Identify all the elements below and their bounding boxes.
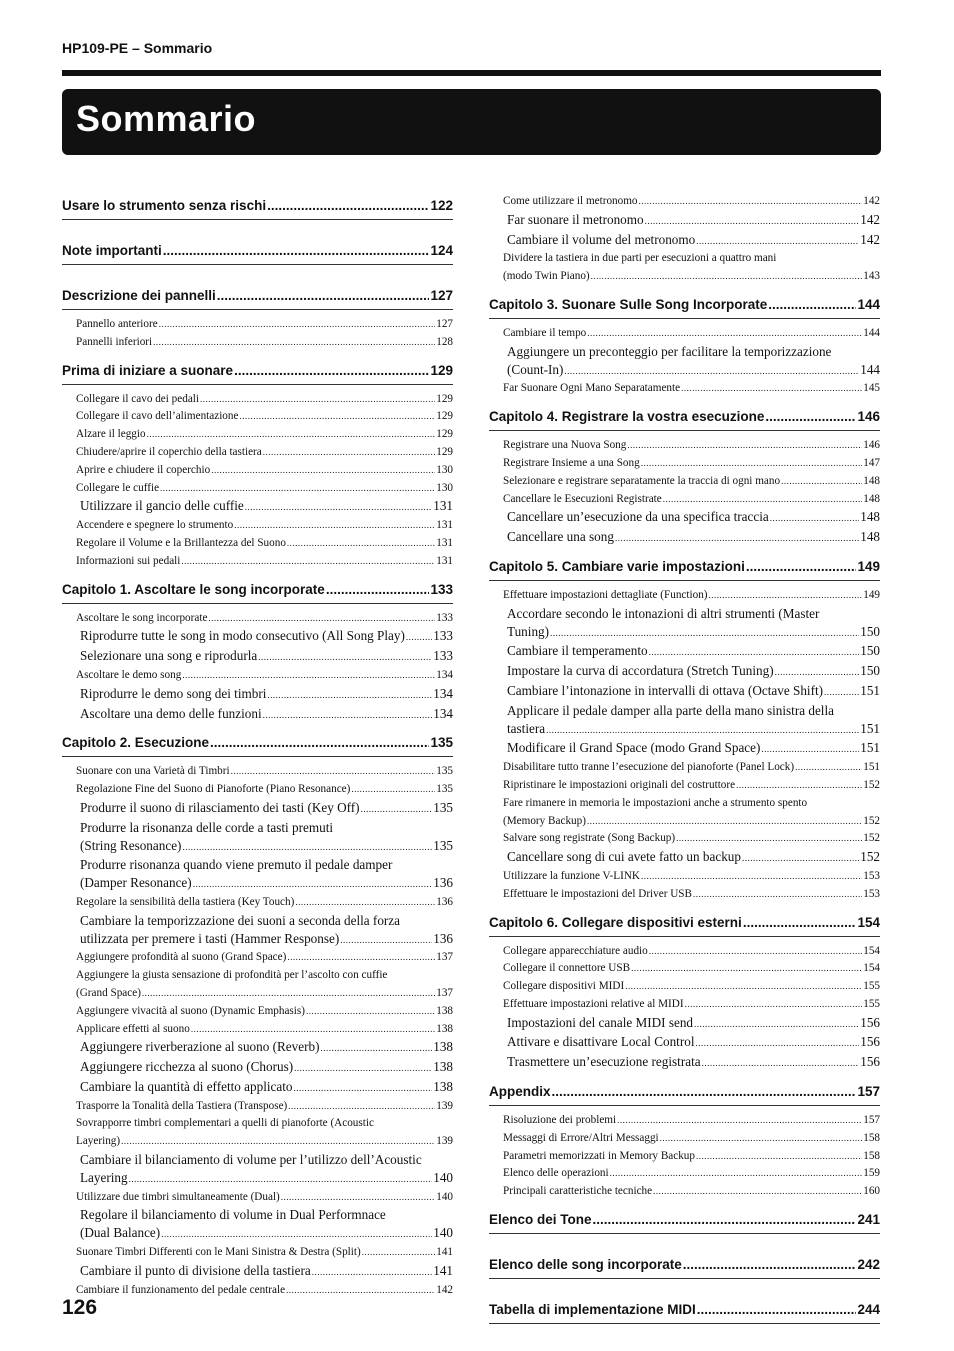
toc-entry[interactable]: Suonare Timbri Differenti con le Mani Sinistra & Destra (Split) ..... 141 [62,1244,453,1262]
toc-entry[interactable]: Applicare effetti al suono ..... 138 [62,1021,453,1039]
section-page: 124 [430,243,453,258]
toc-entry[interactable]: Regolare il Volume e la Brillantezza del Suono ..... 131 [62,535,453,553]
header-rule [62,70,881,76]
toc-entry[interactable]: Parametri memorizzati in Memory Backup ..... 158 [489,1148,880,1166]
toc-section-entry[interactable] [489,1252,880,1279]
toc-subentry-line[interactable]: Cambiare la temporizzazione dei suoni a seconda della forza [80,912,401,928]
toc-entry[interactable]: Regolare la sensibilità della tastiera (Key Touch) ..... 136 [62,894,453,912]
section-page: 129 [430,362,453,378]
toc-section-entry[interactable] [62,283,453,310]
toc-entry[interactable]: Aggiungere vivacità al suono (Dynamic Emphasis) ..... 138 [62,1003,453,1021]
toc-entry[interactable]: Collegare le cuffie ..... 130 [62,480,453,498]
toc-subentry[interactable]: Utilizzare il gancio delle cuffie ..... 131 [62,497,453,517]
toc-entry[interactable]: Collegare il cavo dell’alimentazione ..... 129 [62,408,453,426]
section-page: 146 [857,409,880,425]
section-page: 122 [430,198,453,213]
toc-section-entry[interactable] [489,910,880,937]
toc-subentry-line[interactable]: Accordare secondo le intonazioni di altri strumenti (Master [507,605,820,621]
section-page: 154 [857,914,880,930]
toc-subentry[interactable]: Far suonare il metronomo ..... 142 [489,211,880,231]
toc-section-entry[interactable] [62,358,453,385]
title-banner [62,89,881,155]
section-title: Elenco delle song incorporate [489,1257,682,1273]
toc-subentry[interactable]: Modificare il Grand Space (modo Grand Space) ..... 151 [489,739,880,759]
toc-section-entry[interactable] [62,193,453,220]
section-title: Tabella di implementazione MIDI [489,1302,696,1318]
toc-subentry[interactable]: Produrre il suono di rilasciamento dei tasti (Key Off) ..... 135 [62,799,453,819]
toc-subentry[interactable]: Attivare e disattivare Local Control ..... 156 [489,1033,880,1053]
toc-subentry-line[interactable]: Produrre risonanza quando viene premuto il pedale damper [80,857,393,873]
section-title: Usare lo strumento senza rischi [62,198,267,213]
toc-section-entry[interactable] [489,554,880,581]
toc-entry[interactable]: Selezionare e registrare separatamente la traccia di ogni mano ..... 148 [489,473,880,491]
section-title: Capitolo 4. Registrare la vostra esecuzione [489,409,765,425]
toc-entry[interactable]: Aprire e chiudere il coperchio ..... 130 [62,462,453,480]
toc-entry[interactable]: Collegare apparecchiature audio ..... 154 [489,943,880,961]
toc-subentry[interactable]: Cambiare il punto di divisione della tastiera ..... 141 [62,1262,453,1282]
section-page: 127 [430,288,453,303]
toc-entry[interactable]: Cambiare il funzionamento del pedale centrale ..... 142 [62,1282,453,1300]
toc-entry[interactable]: Suonare con una Varietà di Timbri ..... 135 [62,763,453,781]
toc-entry[interactable]: Disabilitare tutto tranne l’esecuzione del pianoforte (Panel Lock) ..... 151 [489,759,880,777]
toc-subentry[interactable]: Aggiungere ricchezza al suono (Chorus) ..... 138 [62,1058,453,1078]
toc-entry[interactable]: Utilizzare la funzione V-LINK ..... 153 [489,868,880,886]
toc-entry[interactable]: Regolazione Fine del Suono di Pianoforte (Piano Resonance) ..... 135 [62,781,453,799]
toc-subentry[interactable]: Impostazioni del canale MIDI send ..... 156 [489,1014,880,1034]
toc-entry[interactable]: Collegare il connettore USB ..... 154 [489,960,880,978]
toc-subentry[interactable]: Cambiare l’intonazione in intervalli di ottava (Octave Shift) ..... 151 [489,682,880,702]
toc-entry[interactable]: Pannello anteriore ..... 127 [62,316,453,334]
toc-entry[interactable]: Layering) ..... 139 [62,1133,453,1151]
toc-subentry[interactable]: Cancellare song di cui avete fatto un backup ..... 152 [489,848,880,868]
toc-entry[interactable]: Salvare song registrate (Song Backup) ..... 152 [489,830,880,848]
toc-entry[interactable]: (modo Twin Piano) ..... 143 [489,268,880,286]
toc-section-entry[interactable] [489,1207,880,1234]
toc-subentry[interactable]: (String Resonance) ..... 135 [62,837,453,857]
running-header: HP109-PE – Sommario [62,40,213,56]
toc-entry[interactable]: Far Suonare Ogni Mano Separatamente ..... 145 [489,380,880,398]
section-page: 144 [857,296,880,312]
toc-section-entry[interactable] [489,292,880,319]
toc-entry[interactable]: Risoluzione dei problemi ..... 157 [489,1112,880,1130]
toc-section-entry[interactable] [489,1079,880,1106]
toc-entry[interactable]: Cancellare le Esecuzioni Registrate ..... 148 [489,491,880,509]
toc-entry-line[interactable]: Fare rimanere in memoria le impostazioni anche a strumento spento [503,796,808,809]
toc-subentry[interactable]: Cancellare una song ..... 148 [489,528,880,548]
toc-subentry[interactable]: (Dual Balance) ..... 140 [62,1224,453,1244]
toc-entry[interactable]: (Memory Backup) ..... 152 [489,813,880,831]
toc-entry[interactable]: Registrare una Nuova Song ..... 146 [489,437,880,455]
toc-subentry[interactable]: tastiera ..... 151 [489,720,880,740]
section-page: 157 [857,1084,880,1100]
toc-entry[interactable]: Utilizzare due timbri simultaneamente (Dual) ..... 140 [62,1189,453,1207]
toc-section-entry[interactable] [62,577,453,604]
section-title: Capitolo 6. Collegare dispositivi esterni [489,914,742,930]
section-title: Capitolo 3. Suonare Sulle Song Incorporate [489,296,768,312]
toc-subentry[interactable]: Cambiare il volume del metronomo ..... 142 [489,231,880,251]
toc-entry[interactable]: Aggiungere profondità al suono (Grand Space) ..... 137 [62,949,453,967]
section-title: Appendix [489,1084,551,1100]
toc-subentry[interactable]: Aggiungere riverberazione al suono (Reverb) ..... 138 [62,1038,453,1058]
toc-subentry[interactable]: Impostare la curva di accordatura (Stretch Tuning) ..... 150 [489,662,880,682]
section-title: Prima di iniziare a suonare [62,362,234,378]
toc-entry[interactable]: Pannelli inferiori ..... 128 [62,334,453,352]
toc-entry[interactable]: Come utilizzare il metronomo ..... 142 [489,193,880,211]
toc-section-entry[interactable] [489,404,880,431]
toc-subentry[interactable]: Trasmettere un’esecuzione registrata ..... 156 [489,1053,880,1073]
toc-subentry-line[interactable]: Produrre la risonanza delle corde a tasti premuti [80,819,334,835]
toc-entry[interactable]: Cambiare il tempo ..... 144 [489,325,880,343]
toc-section-entry[interactable] [62,238,453,265]
toc-subentry[interactable]: Tuning) ..... 150 [489,623,880,643]
section-title: Capitolo 5. Cambiare varie impostazioni [489,558,745,574]
section-title: Descrizione dei pannelli [62,288,216,303]
toc-entry[interactable]: Principali caratteristiche tecniche ..... 160 [489,1183,880,1201]
section-title: Note importanti [62,243,162,258]
section-title: Capitolo 1. Ascoltare le song incorporate [62,581,325,597]
toc-subentry[interactable]: Riprodurre tutte le song in modo consecutivo (All Song Play) ..... 133 [62,627,453,647]
toc-entry[interactable]: Collegare dispositivi MIDI ..... 155 [489,978,880,996]
toc-left-column [62,193,453,1299]
section-page: 149 [857,558,880,574]
section-title: Elenco dei Tone [489,1212,592,1228]
toc-subentry-line[interactable]: Applicare il pedale damper alla parte della mano sinistra della [507,702,834,718]
toc-entry[interactable]: Chiudere/aprire il coperchio della tastiera ..... 129 [62,444,453,462]
toc-entry[interactable]: Collegare il cavo dei pedali ..... 129 [62,391,453,409]
toc-entry[interactable]: Effettuare le impostazioni del Driver USB ..... 153 [489,886,880,904]
toc-subentry[interactable]: Cambiare il temperamento ..... 150 [489,642,880,662]
toc-section-entry[interactable] [62,730,453,757]
toc-subentry[interactable]: utilizzata per premere i tasti (Hammer Response) ..... 136 [62,930,453,950]
toc-entry[interactable]: Trasporre la Tonalità della Tastiera (Transpose) ..... 139 [62,1098,453,1116]
toc-subentry-line[interactable]: Regolare il bilanciamento di volume in Dual Performnace [80,1207,386,1223]
toc-entry[interactable]: Ascoltare le demo song ..... 134 [62,667,453,685]
page-title: Sommario [76,98,257,139]
toc-subentry[interactable]: (Damper Resonance) ..... 136 [62,874,453,894]
toc-entry-line[interactable]: Dividere la tastiera in due parti per esecuzioni a quattro mani [503,252,777,265]
toc-entry[interactable]: Alzare il leggio ..... 129 [62,426,453,444]
section-page: 133 [430,581,453,597]
toc-entry[interactable]: Ascoltare le song incorporate ..... 133 [62,610,453,628]
section-page: 241 [857,1212,880,1228]
toc-section-entry[interactable] [489,1297,880,1324]
toc-subentry[interactable]: Layering ..... 140 [62,1169,453,1189]
section-page: 242 [857,1257,880,1273]
toc-subentry[interactable]: (Count-In) ..... 144 [489,361,880,381]
toc-subentry[interactable]: Ascoltare una demo delle funzioni ..... 134 [62,705,453,725]
section-page: 244 [857,1302,880,1318]
toc-entry[interactable]: Accendere e spegnere lo strumento ..... 131 [62,517,453,535]
toc-subentry[interactable]: Riprodurre le demo song dei timbri ..... 134 [62,685,453,705]
toc-subentry-line[interactable]: Aggiungere un preconteggio per facilitare la temporizzazione [507,343,832,359]
toc-entry[interactable]: Effettuare impostazioni relative al MIDI ..... 155 [489,996,880,1014]
toc-entry[interactable]: (Grand Space) ..... 137 [62,985,453,1003]
toc-subentry-line[interactable]: Cambiare il bilanciamento di volume per l’utilizzo dell’Acoustic [80,1152,422,1168]
toc-entry[interactable]: Effettuare impostazioni dettagliate (Function) ..... 149 [489,587,880,605]
toc-entry[interactable]: Informazioni sui pedali ..... 131 [62,553,453,571]
page-number: 126 [62,1296,98,1319]
toc-entry[interactable]: Elenco delle operazioni ..... 159 [489,1165,880,1183]
toc-subentry[interactable]: Selezionare una song e riprodurla ..... 133 [62,647,453,667]
section-title: Capitolo 2. Esecuzione [62,735,210,751]
toc-subentry[interactable]: Cambiare la quantità di effetto applicato ..... 138 [62,1078,453,1098]
toc-subentry[interactable]: Cancellare un’esecuzione da una specifica traccia ..... 148 [489,508,880,528]
toc-entry[interactable]: Ripristinare le impostazioni originali del costruttore ..... 152 [489,777,880,795]
toc-entry-line[interactable]: Sovrapporre timbri complementari a quelli di pianoforte (Acoustic [76,1117,374,1130]
toc-entry-line[interactable]: Aggiungere la giusta sensazione di profondità per l’ascolto con cuffie [76,969,388,982]
toc-entry[interactable]: Registrare Insieme a una Song ..... 147 [489,455,880,473]
toc-entry[interactable]: Messaggi di Errore/Altri Messaggi ..... 158 [489,1130,880,1148]
section-page: 135 [430,735,453,751]
toc-right-column [489,193,880,1330]
